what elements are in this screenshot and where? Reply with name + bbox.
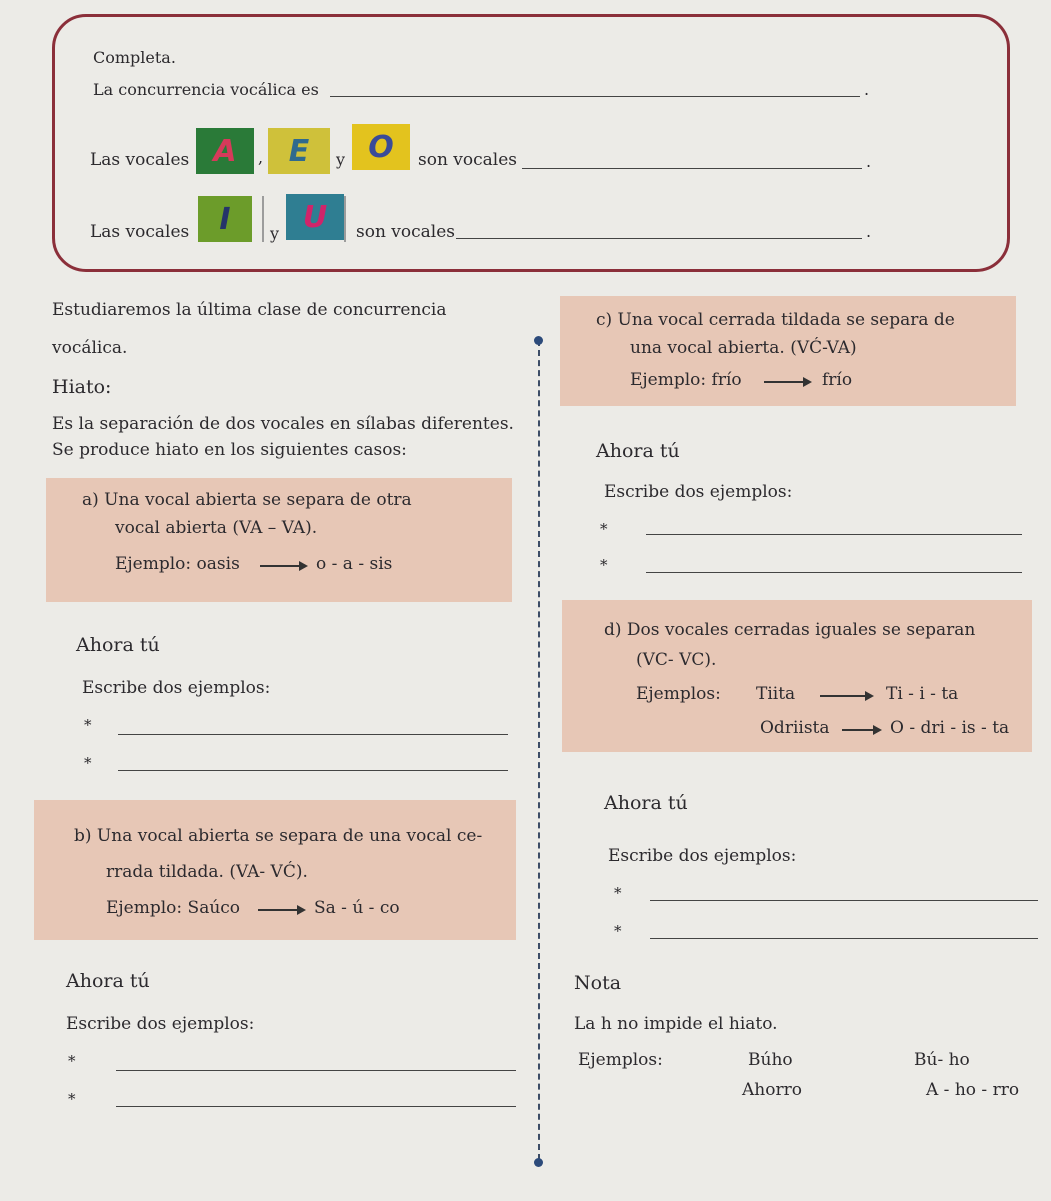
intro-line2: vocálica. <box>52 338 128 358</box>
hiato-cases-intro: Se produce hiato en los siguientes casos: <box>52 440 407 460</box>
bullet-star: * <box>600 556 608 574</box>
practice-instruction-a: Escribe dos ejemplos: <box>82 678 271 698</box>
answer-line-c1[interactable] <box>646 534 1022 535</box>
practice-heading-a: Ahora tú <box>76 634 160 656</box>
vowel-tile-o: O <box>352 124 410 170</box>
arrow-icon <box>764 381 810 383</box>
nota-heading: Nota <box>574 972 622 994</box>
bullet-star: * <box>614 884 622 902</box>
practice-instruction-d: Escribe dos ejemplos: <box>608 846 797 866</box>
nota-examples-label: Ejemplos: <box>578 1050 663 1070</box>
hiato-definition: Es la separación de dos vocales en sílabas diferentes. <box>52 414 514 434</box>
vowel-tile-a: A <box>196 128 254 174</box>
row3-and: y <box>270 224 280 243</box>
row3-tail: son vocales <box>356 222 456 242</box>
case-a-example-result: o - a - sis <box>316 554 393 574</box>
case-d-line2: (VC- VC). <box>636 650 717 670</box>
row2-tail: son vocales <box>418 150 518 170</box>
answer-line-d2[interactable] <box>650 938 1038 939</box>
row1-period: . <box>864 80 870 99</box>
case-d-examples-label: Ejemplos: <box>636 684 721 704</box>
arrow-icon <box>820 695 872 697</box>
row3-blank[interactable] <box>456 238 862 239</box>
tile-divider <box>262 196 264 242</box>
row2-blank[interactable] <box>522 168 862 169</box>
case-d-ex1-result: Ti - i - ta <box>886 684 959 704</box>
row2-lead: Las vocales <box>90 150 190 170</box>
bullet-star: * <box>614 922 622 940</box>
case-d-ex1-word: Tiita <box>756 684 796 704</box>
nota-text: La h no impide el hiato. <box>574 1014 778 1034</box>
row2-and: y <box>336 150 346 169</box>
practice-instruction-c: Escribe dos ejemplos: <box>604 482 793 502</box>
bullet-star: * <box>68 1052 76 1070</box>
column-divider <box>538 340 540 1160</box>
case-c-line2: una vocal abierta. (VĆ-VA) <box>630 338 857 358</box>
practice-heading-c: Ahora tú <box>596 440 680 462</box>
answer-line-c2[interactable] <box>646 572 1022 573</box>
case-c-example-result: frío <box>822 370 853 390</box>
answer-line-a1[interactable] <box>118 734 508 735</box>
nota-ex1-result: Bú- ho <box>914 1050 970 1070</box>
card-title: Completa. <box>93 48 176 67</box>
nota-ex1-word: Búho <box>748 1050 793 1070</box>
arrow-icon <box>260 565 306 567</box>
case-b-example-result: Sa - ú - co <box>314 898 400 918</box>
row1-text: La concurrencia vocálica es <box>93 80 319 99</box>
bullet-star: * <box>84 754 92 772</box>
case-a-line2: vocal abierta (VA – VA). <box>115 518 318 538</box>
vowel-tile-u: U <box>286 194 344 240</box>
vowel-tile-e: E <box>268 128 330 174</box>
row2-period: . <box>866 152 872 171</box>
vowel-tile-i: I <box>198 196 252 242</box>
row3-lead: Las vocales <box>90 222 190 242</box>
bullet-star: * <box>68 1090 76 1108</box>
nota-ex2-word: Ahorro <box>742 1080 802 1100</box>
answer-line-b2[interactable] <box>116 1106 516 1107</box>
case-b-line1: b) Una vocal abierta se separa de una vocal ce- <box>74 826 483 846</box>
practice-heading-d: Ahora tú <box>604 792 688 814</box>
case-b-line2: rrada tildada. (VA- VĆ). <box>106 862 308 882</box>
case-b-example-label: Ejemplo: Saúco <box>106 898 241 918</box>
case-d-ex2-word: Odriista <box>760 718 830 738</box>
answer-line-b1[interactable] <box>116 1070 516 1071</box>
practice-instruction-b: Escribe dos ejemplos: <box>66 1014 255 1034</box>
hiato-heading: Hiato: <box>52 376 112 398</box>
bullet-star: * <box>84 716 92 734</box>
case-c-example-label: Ejemplo: frío <box>630 370 742 390</box>
answer-line-d1[interactable] <box>650 900 1038 901</box>
practice-heading-b: Ahora tú <box>66 970 150 992</box>
divider-dot-top <box>534 336 543 345</box>
divider-dot-bottom <box>534 1158 543 1167</box>
row3-period: . <box>866 222 872 241</box>
nota-ex2-result: A - ho - rro <box>926 1080 1020 1100</box>
case-d-line1: d) Dos vocales cerradas iguales se separan <box>604 620 976 640</box>
intro-line1: Estudiaremos la última clase de concurrencia <box>52 300 447 320</box>
arrow-icon <box>842 729 880 731</box>
case-c-line1: c) Una vocal cerrada tildada se separa de <box>596 310 955 330</box>
row2-comma: , <box>258 148 264 167</box>
case-a-line1: a) Una vocal abierta se separa de otra <box>82 490 412 510</box>
case-a-example-label: Ejemplo: oasis <box>115 554 240 574</box>
row1-blank[interactable] <box>330 96 860 97</box>
arrow-icon <box>258 909 304 911</box>
bullet-star: * <box>600 520 608 538</box>
answer-line-a2[interactable] <box>118 770 508 771</box>
case-d-ex2-result: O - dri - is - ta <box>890 718 1010 738</box>
tile-divider <box>344 196 346 242</box>
